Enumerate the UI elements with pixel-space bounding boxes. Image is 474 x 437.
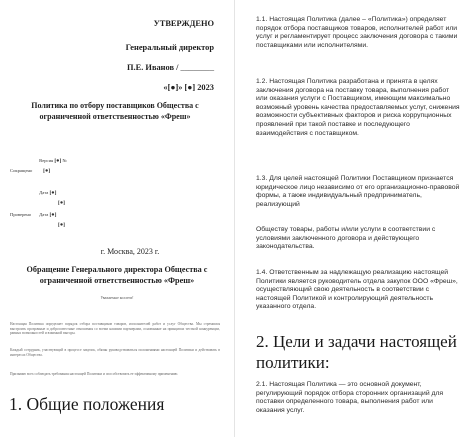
paragraph-1-1: 1.1. Настоящая Политика (далее – «Политика») определяет порядок отбора поставщиков товаров, исполнителей работ или услуг и регламентирует процесс заключения договора с такими поставщиками или исполнителями. <box>256 16 458 49</box>
fine-print-paragraph: Каждый сотрудник, участвующий в процессе закупок, обязан руководствоваться положениями настоящей Политики и действовать в интересах Общества. <box>10 348 220 357</box>
paragraph-continued: Обществу товары, работы и/или услуги в соответствии с условиями заключенного договора и действующего законодательства. <box>256 226 436 251</box>
paragraph-1-4: 1.4. Ответственным за надлежащую реализацию настоящей Политики является руководитель отдела закупок ООО «Фреш», осуществляющий свою деятельность в соответствии с настоящей Политикой и контролирующий деятельность указанного отдела. <box>256 269 458 311</box>
policy-title: Политика по отбору поставщиков Общества с ограниченной ответственностью «Фреш» <box>31 101 199 121</box>
approval-role: Генеральный директор <box>125 43 214 52</box>
approval-signature-line: ________ <box>180 63 214 72</box>
approval-name <box>127 64 214 72</box>
section-heading-2: 2. Цели и задачи настоящей политики: <box>256 332 457 372</box>
signature-suffix: № <box>62 158 67 163</box>
page-divider <box>234 0 235 437</box>
signature-row <box>10 158 67 164</box>
signature-marker: [●] <box>58 200 65 206</box>
signature-row <box>58 200 65 206</box>
signature-row <box>58 222 65 228</box>
signature-marker: [●] <box>49 190 57 196</box>
city-year: г. Москва, 2023 г. <box>100 247 160 256</box>
appeal-title: Обращение Генерального директора Общества с ограниченной ответственностью «Фреш» <box>26 265 208 285</box>
signature-row <box>10 190 56 196</box>
signature-marker: [●] <box>49 212 57 218</box>
signature-marker: [●] <box>58 222 65 228</box>
signature-label: Сокращено <box>10 168 33 173</box>
right-page <box>238 0 474 437</box>
fine-print-paragraph: Настоящая Политика определяет порядок отбора поставщиков товаров, исполнителей работ и услуг Общества. Мы стремимся выстроить прозрачные и добросовестные отношения со всеми нашими партнерами, основанные на принципах честной конкуренции, равных возможностей и взаимной выгоды. <box>10 322 220 336</box>
signature-row <box>10 168 50 174</box>
paragraph-1-3: 1.3. Для целей настоящей Политики Поставщиком признается юридическое лицо независимо от его организационно-правовой формы, а также индивидуальный предприниматель, реализующий <box>256 175 460 208</box>
signature-row <box>10 212 56 218</box>
signature-prefix: Дата <box>39 190 49 195</box>
left-page <box>0 0 232 437</box>
approval-name-text: П.Е. Иванов / <box>127 63 179 72</box>
approval-date: «[●]» [●] 2023 <box>163 83 214 92</box>
section-heading-1: 1. Общие положения <box>9 394 165 414</box>
signature-marker: [●] <box>43 168 51 174</box>
signature-prefix: Версия <box>39 158 54 163</box>
paragraph-2-1: 2.1. Настоящая Политика — это основной документ, регулирующий порядок отбора сторонних организаций для поставки определенного товара, выполнения работ или оказания услуг. <box>256 381 444 414</box>
signature-prefix: Дата <box>39 212 49 217</box>
signature-marker: [●] <box>54 158 62 164</box>
approval-title: УТВЕРЖДЕНО <box>153 19 214 28</box>
signature-label: Проверено <box>10 212 32 217</box>
fine-print-paragraph: Призываю всех соблюдать требования настоящей Политики и способствовать ее эффективному применению. <box>10 372 179 376</box>
salutation: Уважаемые коллеги! <box>100 296 134 300</box>
paragraph-1-2: 1.2. Настоящая Политика разработана и принята в целях заключения договора на поставку товара, выполнения работ или оказания услуги с Поставщиком, имеющим максимально возможный уровень качества предоставляемых услуг, снижения возможности субъективных факторов и риска коррупционных проявлений при такой поставке и последующего взаимодействия с поставщиком. <box>256 78 460 137</box>
